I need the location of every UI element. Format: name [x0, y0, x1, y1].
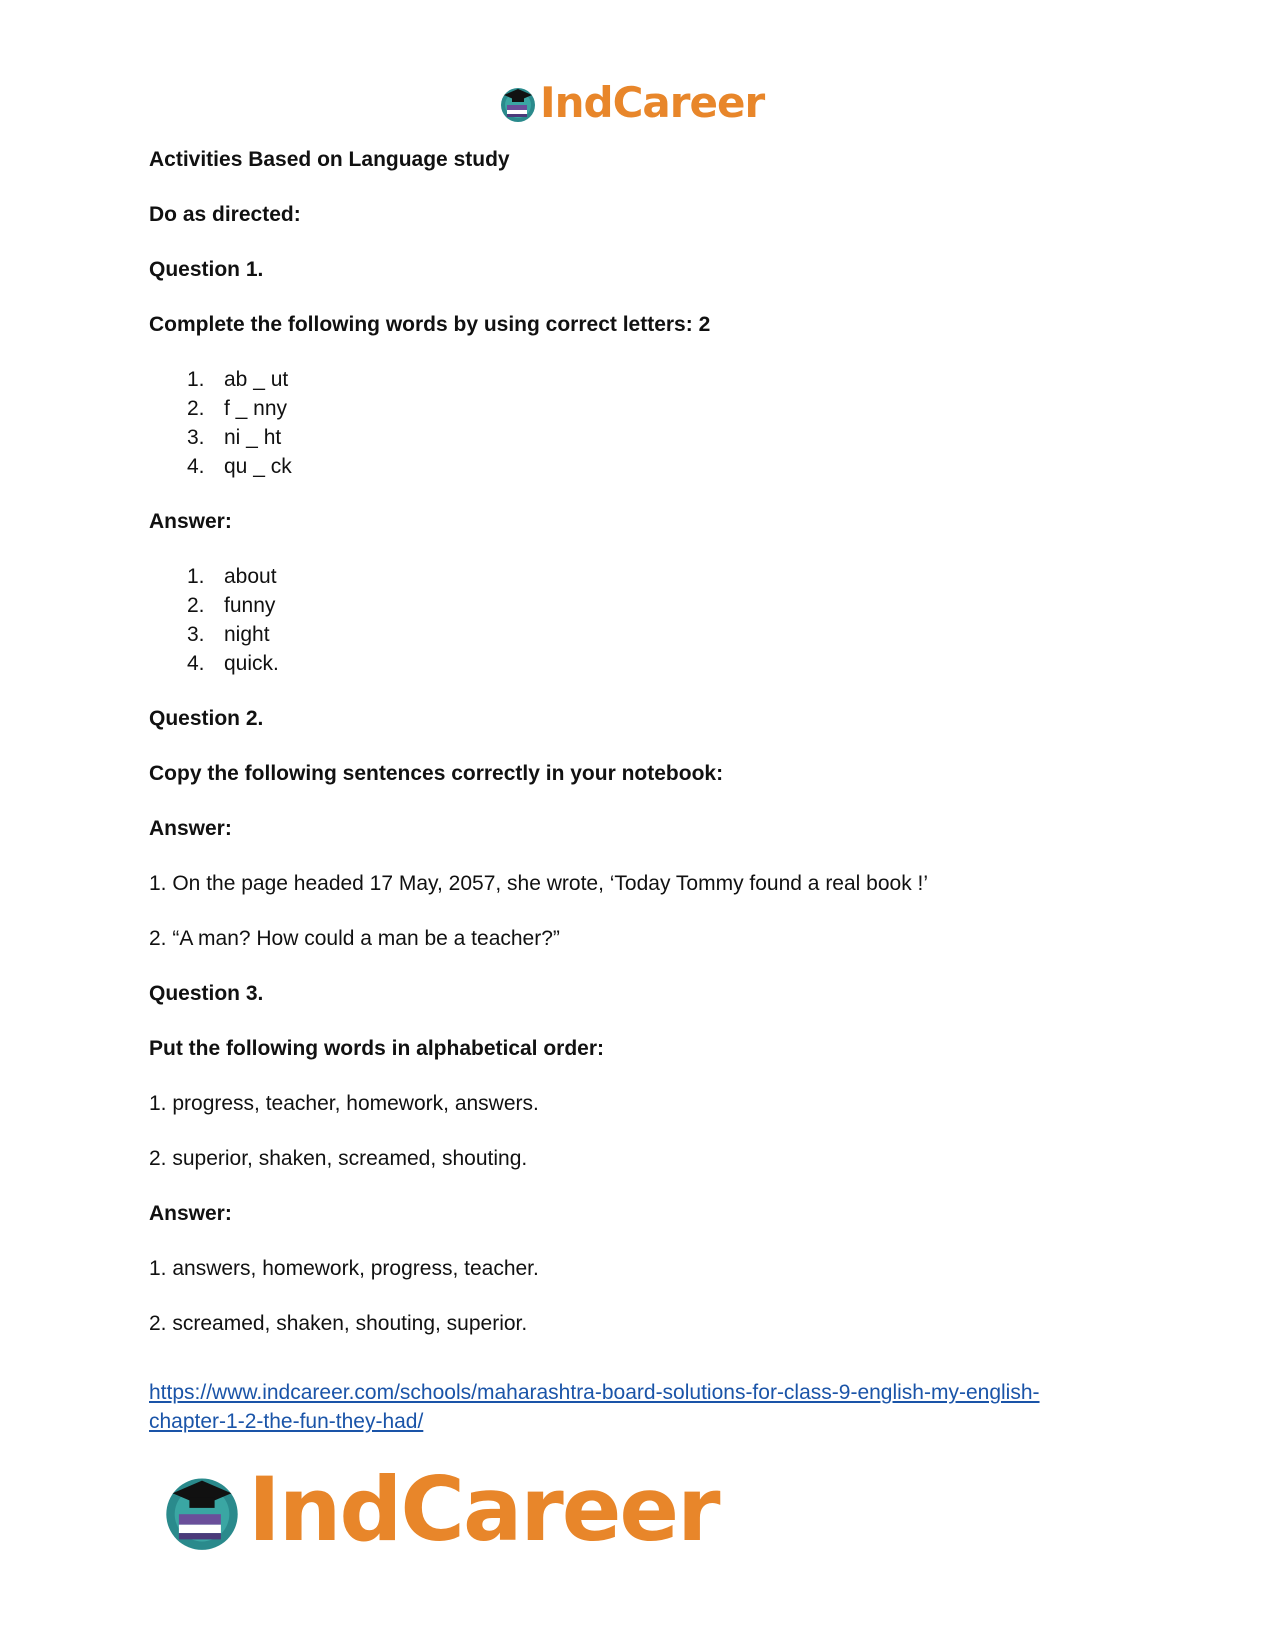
graduation-cap-book-icon	[160, 1468, 244, 1552]
graduation-cap-book-icon	[498, 83, 538, 123]
page-title: Activities Based on Language study	[149, 148, 510, 171]
question-1-answers	[149, 562, 1139, 678]
question-3-label: Question 3.	[149, 982, 264, 1005]
instruction: Do as directed:	[149, 203, 301, 226]
source-link[interactable]	[149, 1381, 1040, 1433]
footer-logo	[160, 1458, 719, 1561]
question-3-prompt: Put the following words in alphabetical order:	[149, 1037, 605, 1060]
source-link-line-1[interactable]: https://www.indcareer.com/schools/maharashtra-board-solutions-for-class-9-english-my-english-	[149, 1381, 1040, 1404]
question-1-items	[149, 365, 1139, 481]
question-2-prompt: Copy the following sentences correctly in your notebook:	[149, 762, 724, 785]
question-3-answer-1: 1. answers, homework, progress, teacher.	[149, 1257, 539, 1280]
question-1-label: Question 1.	[149, 258, 264, 281]
question-3-item-1: 1. progress, teacher, homework, answers.	[149, 1092, 539, 1115]
list-item: 3. night	[187, 623, 270, 646]
list-item: 2. funny	[187, 594, 276, 617]
answer-label: Answer:	[149, 1202, 232, 1225]
list-item: 1. ab _ ut	[187, 368, 289, 391]
source-link-line-2[interactable]: chapter-1-2-the-fun-they-had/	[149, 1410, 424, 1433]
question-3-item-2: 2. superior, shaken, screamed, shouting.	[149, 1147, 528, 1170]
logo-wordmark: IndCareer	[248, 1458, 719, 1561]
list-item: 3. ni _ ht	[187, 426, 282, 449]
answer-label: Answer:	[149, 817, 232, 840]
header-logo	[498, 78, 764, 127]
list-item: 1. about	[187, 565, 277, 588]
list-item: 2. f _ nny	[187, 397, 288, 420]
list-item: 4. qu _ ck	[187, 455, 292, 478]
question-2-label: Question 2.	[149, 707, 264, 730]
document-body	[149, 145, 1139, 1436]
question-1-prompt: Complete the following words by using correct letters: 2	[149, 313, 711, 336]
question-3-answer-2: 2. screamed, shaken, shouting, superior.	[149, 1312, 528, 1335]
question-2-answer-2: 2. “A man? How could a man be a teacher?”	[149, 927, 560, 950]
question-2-answer-1: 1. On the page headed 17 May, 2057, she wrote, ‘Today Tommy found a real book !’	[149, 872, 929, 895]
list-item: 4. quick.	[187, 652, 279, 675]
logo-wordmark: IndCareer	[540, 78, 765, 127]
answer-label: Answer:	[149, 510, 232, 533]
